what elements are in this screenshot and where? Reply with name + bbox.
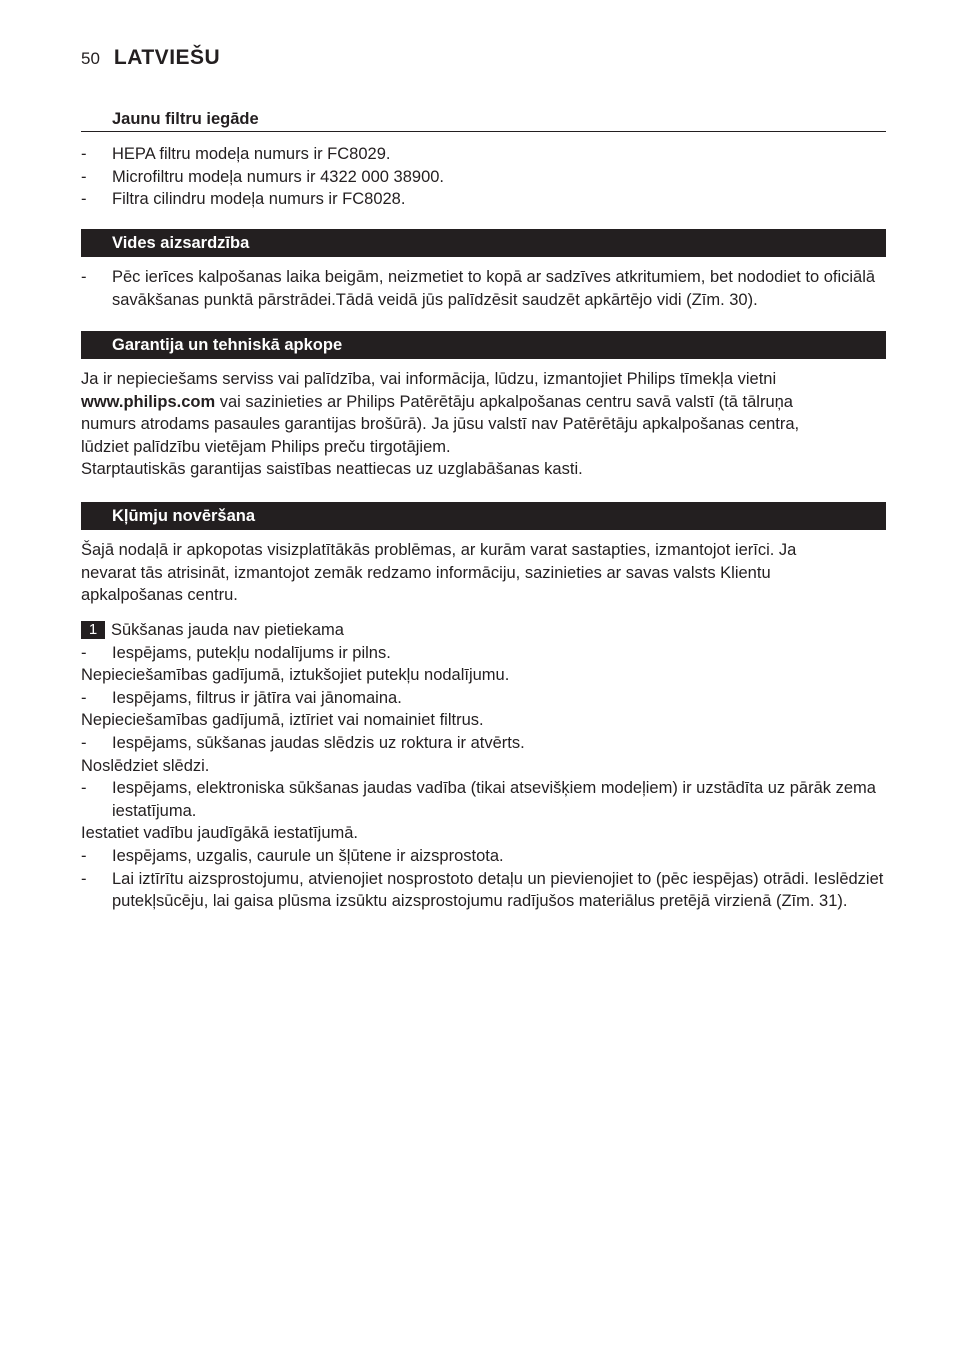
troubleshooting-steps [81, 619, 886, 913]
warranty-text: Ja ir nepieciešams serviss vai palīdzība, vai informācija, lūdzu, izmantojiet Philips tīmekļa vietni www.philips.com vai sazinieties ar Philips Patērētāju apkalpošanas centru savā valstī (tā tālruņa numurs atrodams pasaules garantijas brošūrā). Ja jūsu valstī nav Patērētāju apkalpošanas centra, lūdziet palīdzību vietējam Philips preču tirgotājiem. Starptautiskās garantijas saistības neattiecas uz uzglabāšanas kasti. [81, 370, 800, 479]
step-title: Sūkšanas jauda nav pietiekama [111, 621, 344, 639]
solution-text: Noslēdziet slēdzi. [81, 756, 210, 775]
list-item: - Iespējams, uzgalis, caurule un šļūtene ir aizsprostota. [81, 846, 504, 865]
list-item: - Iespējams, sūkšanas jaudas slēdzis uz roktura ir atvērts. [81, 733, 525, 752]
filters-list [81, 143, 886, 211]
page-header [81, 46, 220, 74]
solution-text: Iestatiet vadību jaudīgākā iestatījumā. [81, 824, 359, 843]
page-number: 50 [81, 49, 100, 68]
troubleshooting-intro: Šajā nodaļā ir apkopotas visizplatītākās problēmas, ar kurām varat sastapties, izmantojot ierīci. Ja nevarat tās atrisināt, izmantojot zemāk redzamo informāciju, sazinieties ar savas valsts Klientu apkalpošanas centru. [81, 541, 797, 605]
step-number-badge: 1 [81, 621, 105, 639]
section-heading-environment: Vides aizsardzība [81, 229, 886, 257]
list-item: - Iespējams, elektroniska sūkšanas jaudas vadība (tikai atsevišķiem modeļiem) ir uzstādīta uz pārāk zema iestatījuma. [81, 779, 876, 820]
solution-text: Nepieciešamības gadījumā, iztukšojiet putekļu nodalījumu. [81, 666, 510, 685]
list-item: - HEPA filtru modeļa numurs ir FC8029. [81, 145, 391, 163]
list-item: - Iespējams, filtrus ir jātīra vai jānomaina. [81, 688, 402, 707]
list-item: - Iespējams, putekļu nodalījums ir pilns. [81, 643, 391, 662]
language-title: LATVIEŠU [113, 46, 221, 69]
list-item: - Filtra cilindru modeļa numurs ir FC8028. [81, 190, 406, 209]
solution-text: Nepieciešamības gadījumā, iztīriet vai nomainiet filtrus. [81, 711, 484, 730]
section-heading-troubleshooting: Kļūmju novēršana [81, 502, 886, 530]
list-item: - Microfiltru modeļa numurs ir 4322 000 38900. [81, 167, 445, 186]
list-item: - Lai iztīrītu aizsprostojumu, atvienojiet nosprostoto detaļu un pievienojiet to (pēc iespējas) otrādi. Ieslēdziet putekļsūcēju, lai gaisa plūsma izsūktu aizsprostojumu radījušos materiālus pretējā virzienā (Zīm. 31). [81, 869, 884, 911]
section-heading-filters: Jaunu filtru iegāde [81, 108, 886, 132]
step-heading [81, 619, 886, 642]
section-heading-warranty: Garantija un tehniskā apkope [81, 331, 886, 359]
philips-link[interactable]: www.philips.com [81, 392, 216, 411]
environment-list [81, 266, 886, 311]
list-item: - Pēc ierīces kalpošanas laika beigām, neizmetiet to kopā ar sadzīves atkritumiem, bet nododiet to oficiālā savākšanas punktā pārstrādei.Tādā veidā jūs palīdzēsit saudzēt apkārtējo vidi (Zīm. 30). [81, 268, 876, 309]
